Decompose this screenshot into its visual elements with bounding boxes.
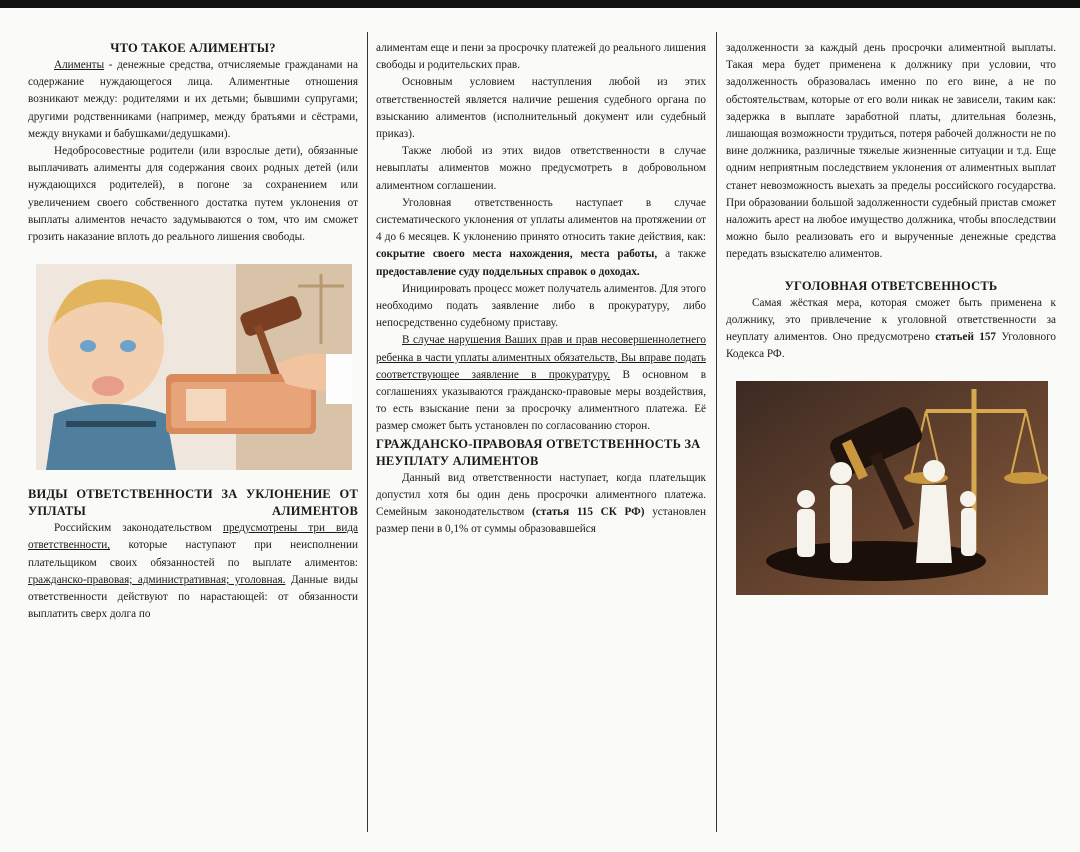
text-fragment: Уголовного Кодекса РФ. [726, 331, 1056, 361]
text-fragment: а также [657, 248, 706, 261]
paragraph-initiate: Инициировать процесс может получатель алиментов. Для этого необходимо подать заявление либо в прокуратуру, либо непосредственно судебному приставу. [376, 282, 706, 330]
text-bold: (статья 115 СК РФ) [532, 506, 645, 519]
paragraph-violation [376, 332, 706, 435]
paragraph-voluntary: Также любой из этих видов ответственности в случае невыплаты алиментов можно предусмотреть в добровольном алиментном соглашении. [376, 145, 706, 192]
heading-what-is-alimony: ЧТО ТАКОЕ АЛИМЕНТЫ? [110, 41, 276, 55]
text-fragment: Данные виды ответственности действуют по нарастающей: от обязанности выплатить сверх долга по [28, 573, 358, 621]
column-3 [726, 40, 1056, 840]
text-fragment: которые наступают при неисполнении плательщиком своих обязанностей по выплате алиментов: [28, 539, 358, 569]
spacer [726, 264, 1056, 278]
text-underlined: В случае нарушения Ваших прав и прав несовершеннолетнего ребенка в части уплаты алиментных обязательств, Вы вправе подать соответствующее заявление в прокуратуру. [376, 334, 706, 381]
paragraph-civil [376, 470, 706, 539]
column-2 [376, 40, 706, 840]
term-alimony: Алименты [54, 59, 105, 71]
text-bold: сокрытие своего места нахождения, места работы, [376, 248, 658, 261]
column-divider [367, 32, 368, 832]
paragraph-parents: Недобросовестные родители (или взрослые дети), обязанные выплачивать алименты для содержания своих родных детей (или нуждающихся родителей), в погоне за сохранением или увеличением своего собственного достатка путем уклонения от выплаты алиментов нечасто задумываются о том, что им сможет грозить наказание вплоть до реального лишения свободы. [28, 145, 358, 244]
paragraph-continued: алиментам еще и пени за просрочку платежей до реального лишения свободы и родительских прав. [376, 42, 706, 72]
child-money-illustration [36, 264, 352, 470]
text-fragment: Данный вид ответственности наступает, когда плательщик допустил хотя бы один день просрочки алиментного платежа. Семейным законодательством [376, 471, 706, 519]
heading-criminal: УГОЛОВНАЯ ОТВЕТСВЕННОСТЬ [784, 278, 998, 293]
text-underlined: предусмотрены три вида ответственности, [28, 522, 358, 552]
family-gavel-photo [736, 381, 1048, 595]
heading-civil-liability: ГРАЖДАНСКО-ПРАВОВАЯ ОТВЕТСТВЕННОСТЬ ЗА НЕУПЛАТУ АЛИМЕНТОВ [376, 436, 701, 468]
text-bold: статьей 157 [935, 331, 997, 344]
text-fragment: Российским законодательством [54, 522, 223, 535]
text-bold: предоставление суду поддельных справок о доходах. [376, 265, 640, 278]
paragraph-main-condition: Основным условием наступления любой из этих ответственностей является наличие решения судебного органа по взысканию алиментов (исполнительный документ или судебный приказ). [376, 76, 706, 141]
definition-text: - денежные средства, отчисляемые гражданами на содержание нуждающегося лица. Алиментные отношения возникают между: родителями и их детьми; бывшими супругами; другими родственниками (например, между братьями и сёстрами, между внуками и бабушками/дедушками). [28, 59, 358, 140]
child-money-photo [36, 264, 352, 470]
heading-types-of-liability: ВИДЫ ОТВЕТСТВЕННОСТИ ЗА УКЛОНЕНИЕ ОТ УПЛАТЫ АЛИМЕНТОВ [28, 487, 358, 519]
text-fragment: Самая жёсткая мера, которая сможет быть применена к должнику, это привлечение к уголовной ответственности за неуплату алиментов. Оно предусмотрено [726, 296, 1056, 344]
text-fragment: установлен размер пени в 0,1% от суммы образовавшейся [376, 506, 706, 536]
text-underlined: гражданско-правовая; административная; уголовная. [28, 573, 286, 586]
paragraph-types [28, 520, 358, 623]
family-gavel-illustration [736, 381, 1048, 595]
text-fragment: Уголовная ответственность наступает в случае систематического уклонения от уплаты алиментов на протяжении от 4 до 6 месяцев. К уклонению принято относить такие действия, как: [376, 196, 706, 244]
paragraph-criminal-liability [376, 195, 706, 281]
column-1 [28, 40, 358, 840]
paragraph-criminal [726, 295, 1056, 364]
top-border [0, 0, 1080, 8]
column-divider [716, 32, 717, 832]
paragraph-definition [28, 57, 358, 143]
brochure-page [0, 8, 1080, 852]
paragraph-debt: задолженности за каждый день просрочки алиментной выплаты. Такая мера будет применена к должнику при условии, что задолженность образовалась именно по его вине, а не по обстоятельствам, которые от его воли никак не зависели, таким как: задержка в выплате заработной платы, длительная болезнь, лишающая возможности трудиться, потеря рабочей должности не по вине должника, различные тяжелые жизненные ситуации и т.д. Еще одним неприятным последствием уклонения от алиментных выплат станет невозможность выехать за пределы российского государства. При образовании большой задолженности судебный пристав сможет наложить арест на любое имущество должника, чтобы впоследствии можно было реализовать его и вырученные денежные средства передать взыскателю алиментов. [726, 42, 1056, 261]
text-fragment: В основном в соглашениях указываются гражданско-правовые меры воздействия, то есть взыскание пени за просрочку алиментного платежа. Её размер сможет быть установлен по согласованию сторон. [376, 368, 706, 433]
